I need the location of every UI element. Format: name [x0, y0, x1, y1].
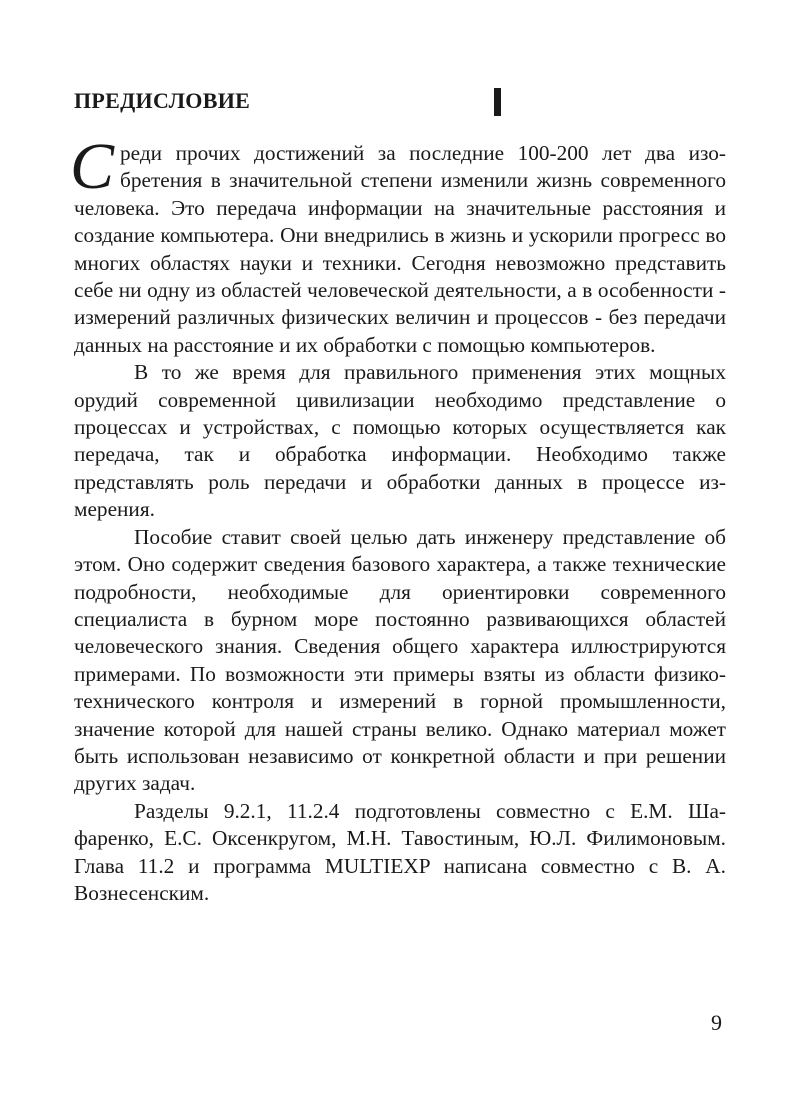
page-number: 9: [711, 1010, 722, 1035]
paragraph-intro-text: реди прочих достижений за последние 100-200 лет два изобретения в значительной степени изменили жизнь современного человека. Это передача информации на значительные расстояния и создание компьютера. Они внедрились в жизнь и ускорили прогресс во многих областях науки и техники. Сегодня невозможно представить себе ни одну из областей человеческой деятельности, а в особенности - измерений различных физических величин и процессов - без передачи данных на расстояние и их обработки с помощью компьютеров.: [74, 141, 726, 357]
paragraph-4: Разделы 9.2.1, 11.2.4 подготовлены совместно с Е.М. Шафаренко, Е.С. Оксенкругом, М.Н. Тавостиным, Ю.Л. Филимоновым. Глава 11.2 и программа MULTIEXP написана совместно с В. А. Вознесенским.: [74, 798, 726, 905]
preface-body: [70, 130, 726, 907]
section-heading: ПРЕДИСЛОВИЕ: [74, 88, 251, 113]
margin-marker: [494, 88, 501, 116]
paragraph-2: В то же время для правильного применения этих мощных орудий современной цивилизации необходимо представление о процессах и устройствах, с помощью которых осуществляется как передача, так и обработка информации. Необходимо также представлять роль передачи и обработки данных в процессе измерения.: [74, 360, 726, 522]
paragraph-intro: [70, 130, 726, 359]
drop-cap: С: [70, 130, 115, 203]
paragraph-3: Пособие ставит своей целью дать инженеру представление об этом. Оно содержит сведения базового характера, а также технические подробности, необходимые для ориентировки современного специалиста в бурном море постоянно развивающихся областей человеческого знания. Сведения общего характера иллюстрируются примерами. По возможности эти примеры взяты из области физико-технического контроля и измерений в горной промышленности, значение которой для нашей страны велико. Однако материал может быть использован независимо от конкретной области и при решении других задач.: [74, 524, 726, 796]
